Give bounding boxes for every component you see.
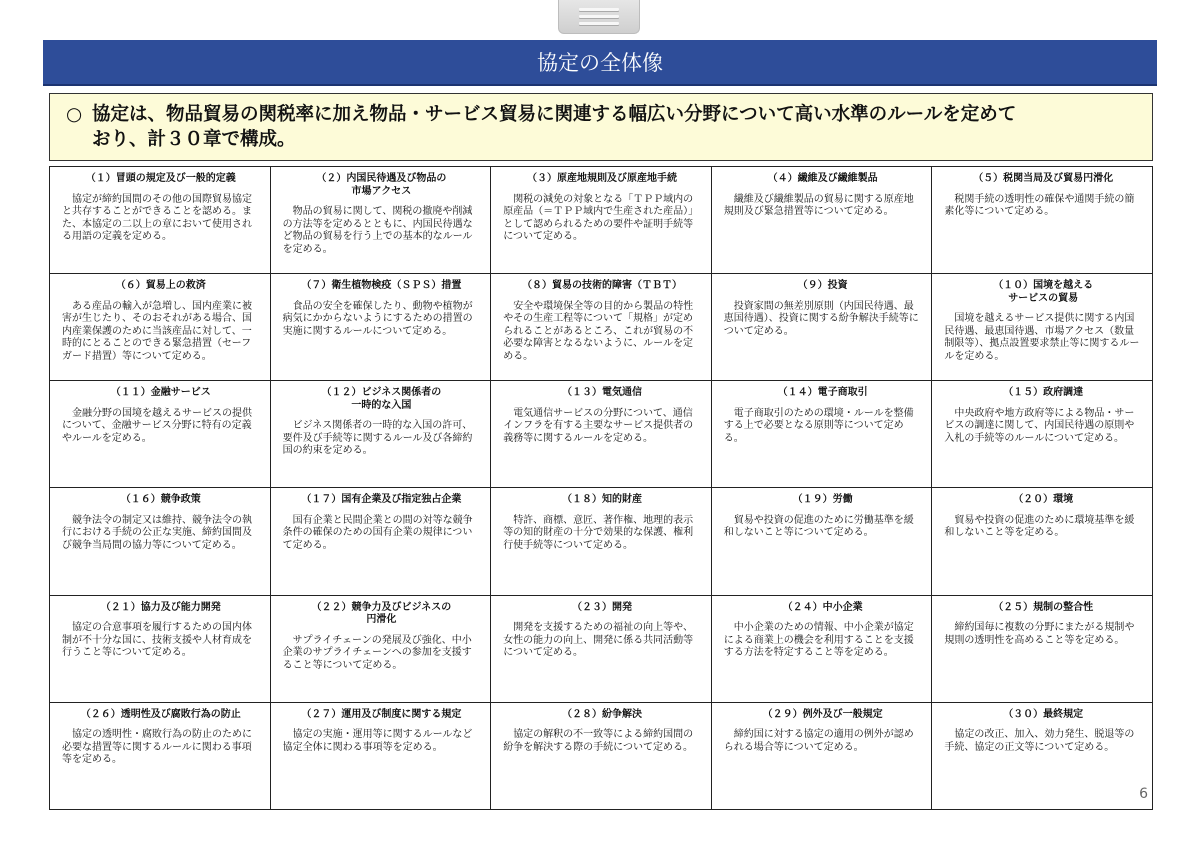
chapter-heading: [62, 709, 260, 722]
chapter-heading-text: （２２）競争力及びビジネスの: [311, 601, 452, 613]
chapter-heading-subtext: 一時的な入国: [351, 399, 412, 411]
chapter-cell: [712, 381, 933, 488]
chapter-heading-text: （１５）政府調達: [1003, 387, 1084, 399]
chapter-heading: [944, 280, 1142, 305]
chapter-heading-subtext: 市場アクセス: [351, 185, 412, 197]
chapter-heading-subtext: サービスの貿易: [1008, 292, 1079, 304]
chapter-heading: [944, 709, 1142, 722]
chapter-cell: [271, 274, 492, 381]
chapter-cell: [712, 596, 933, 703]
chapter-description: 競争法令の制定又は維持、競争法令の執行における手続の公正な実施、締約国間及び競争当局間の協力等について定める。: [62, 514, 252, 551]
chapter-heading: [724, 280, 922, 293]
chapter-heading-text: （１４）電子商取引: [777, 387, 868, 399]
chapter-heading: [944, 173, 1142, 186]
chapter-cell: [932, 167, 1153, 274]
chapter-cell: [50, 167, 271, 274]
chapter-heading-text: （１８）知的財産: [561, 494, 642, 506]
chapter-cell: [932, 596, 1153, 703]
chapter-heading: [724, 602, 922, 615]
chapter-heading: [944, 602, 1142, 615]
chapter-heading: [62, 602, 260, 615]
chapter-cell: [271, 167, 492, 274]
chapter-description: 金融分野の国境を越えるサービスの提供について、金融サービス分野に特有の定義やルールを定める。: [62, 407, 252, 444]
chapter-heading-text: （３）原産地規則及び原産地手続: [526, 173, 677, 184]
chapter-heading-text: （１９）労働: [792, 494, 853, 506]
chapter-heading: [283, 173, 481, 198]
chapter-description: 繊維及び繊維製品の貿易に関する原産地規則及び緊急措置等について定める。: [723, 193, 914, 217]
chapter-cell: [712, 488, 933, 595]
chapter-description: 食品の安全を確保したり、動物や植物が病気にかからないようにするための措置の実施に関するルールについて定める。: [282, 300, 473, 337]
chapter-heading-text: （１３）電気通信: [561, 387, 642, 399]
chapter-heading: [944, 494, 1142, 507]
chapter-heading-text: （４）繊維及び繊維製品: [767, 173, 878, 184]
chapter-description: サプライチェーンの発展及び強化、中小企業のサプライチェーンへの参加を支援すること等について定める。: [282, 634, 472, 671]
chapter-description: ある産品の輸入が急増し、国内産業に被害が生じたり、そのおそれがある場合、国内産業保護のために当該産品に対して、一時的にとることのできる緊急措置（セーフガード措置）等について定める。: [62, 300, 252, 362]
chapter-description: 貿易や投資の促進のために環境基準を緩和しないこと等を定める。: [944, 514, 1135, 539]
chapter-cell: [491, 167, 712, 274]
chapter-heading: [283, 709, 481, 722]
chapter-heading: [503, 709, 701, 722]
chapter-heading-text: （２５）規制の整合性: [993, 601, 1094, 613]
chapter-heading-text: （６）貿易上の救済: [115, 280, 206, 292]
chapter-heading-text: （２３）開発: [571, 601, 632, 613]
chapter-description: 税関手続の透明性の確保や通関手続の簡素化等について定める。: [944, 193, 1135, 217]
chapter-heading-text: （２９）例外及び一般規定: [762, 708, 883, 720]
chapter-description: 物品の貿易に関して、関税の撤廃や削減の方法等を定めるとともに、内国民待遇など物品の貿易を行う上での基本的なルールを定める。: [282, 206, 473, 255]
chapter-description: ビジネス関係者の一時的な入国の許可、要件及び手続等に関するルール及び各締約国の約束を定める。: [282, 420, 473, 457]
chapter-description: 中小企業のための情報、中小企業が協定による商業上の機会を利用することを支援する方法を特定すること等を定める。: [723, 622, 914, 659]
chapter-heading-text: （２）内国民待遇及び物品の: [316, 173, 447, 184]
chapter-cell: [50, 381, 271, 488]
chapter-cell: [491, 488, 712, 595]
chapter-heading-text: （２８）紛争解決: [561, 708, 642, 720]
chapter-cell: [50, 596, 271, 703]
chapter-description: 協定の実施・運用等に関するルールなど協定全体に関わる事項等を定める。: [282, 729, 473, 753]
summary-box: [49, 93, 1153, 161]
chapter-heading: [724, 173, 922, 186]
chapter-heading: [62, 173, 260, 186]
chapter-description: 協定の合意事項を履行するための国内体制が不十分な国に、技術支援や人材育成を行うこと等について定める。: [62, 622, 252, 659]
chapter-heading: [283, 602, 481, 627]
chapter-heading-text: （１７）国有企業及び指定独占企業: [301, 494, 462, 506]
chapter-heading-text: （１２）ビジネス関係者の: [321, 387, 442, 399]
chapter-heading-text: （２１）協力及び能力開発: [100, 601, 221, 613]
chapter-cell: [271, 703, 492, 810]
chapter-heading: [724, 494, 922, 507]
chapter-grid: [49, 166, 1153, 810]
chapter-cell: [712, 274, 933, 381]
chapter-heading: [503, 173, 701, 186]
chapter-heading-text: （１１）金融サービス: [110, 387, 211, 399]
chapter-heading-text: （９）投資: [797, 280, 848, 292]
chapter-heading: [503, 280, 701, 293]
hamburger-icon: [579, 15, 619, 18]
chapter-cell: [491, 703, 712, 810]
chapter-description: 電子商取引のための環境・ルールを整備する上で必要となる原則等について定める。: [723, 407, 914, 444]
chapter-description: 協定の改正、加入、効力発生、脱退等の手続、協定の正文等について定める。: [944, 729, 1135, 753]
chapter-heading: [944, 387, 1142, 400]
chapter-description: 国境を越えるサービス提供に関する内国民待遇、最恵国待遇、市場アクセス（数量制限等）、拠点設置要求禁止等に関するルールを定める。: [944, 313, 1140, 362]
menu-tab-button[interactable]: [558, 0, 640, 34]
summary-line-1: 協定は、物品貿易の関税率に加え物品・サービス貿易に関連する幅広い分野について高い水準のルールを定めて: [92, 104, 1017, 125]
chapter-cell: [932, 488, 1153, 595]
page-number: 6: [1139, 786, 1148, 802]
chapter-description: 特許、商標、意匠、著作権、地理的表示等の知的財産の十分で効果的な保護、権利行使手続等について定める。: [503, 514, 694, 551]
chapter-heading-text: （２７）運用及び制度に関する規定: [301, 708, 462, 720]
chapter-description: 締約国に対する協定の適用の例外が認められる場合等について定める。: [723, 729, 914, 753]
chapter-cell: [932, 381, 1153, 488]
chapter-description: 締約国毎に複数の分野にまたがる規制や規則の透明性を高めること等を定める。: [944, 622, 1135, 646]
chapter-description: 協定の解釈の不一致等による締約国間の紛争を解決する際の手続について定める。: [503, 729, 694, 753]
chapter-cell: [271, 488, 492, 595]
chapter-heading-text: （７）衛生植物検疫（ＳＰＳ）措置: [301, 280, 462, 292]
chapter-cell: [491, 381, 712, 488]
chapter-cell: [50, 703, 271, 810]
chapter-heading: [62, 280, 260, 293]
slide-title: 協定の全体像: [43, 40, 1157, 86]
chapter-heading: [503, 494, 701, 507]
chapter-heading-text: （１）冒頭の規定及び一般的定義: [85, 173, 236, 184]
chapter-description: 投資家間の無差別原則（内国民待遇、最恵国待遇）、投資に関する紛争解決手続等について定める。: [723, 300, 919, 337]
chapter-cell: [932, 274, 1153, 381]
chapter-description: 中央政府や地方政府等による物品・サービスの調達に関して、内国民待遇の原則や入札の手続等のルールについて定める。: [944, 407, 1135, 444]
chapter-heading: [283, 494, 481, 507]
chapter-heading-subtext: 円滑化: [366, 614, 397, 626]
chapter-heading: [283, 387, 481, 412]
chapter-cell: [271, 596, 492, 703]
chapter-heading-text: （３０）最終規定: [1003, 708, 1084, 720]
chapter-description: 電気通信サービスの分野について、通信インフラを有する主要なサービス提供者の義務等に関するルールを定める。: [503, 407, 694, 444]
chapter-heading: [724, 709, 922, 722]
chapter-cell: [271, 381, 492, 488]
hamburger-icon: [579, 22, 619, 25]
chapter-heading-text: （８）貿易の技術的障害（ＴＢＴ）: [521, 280, 682, 292]
chapter-cell: [712, 167, 933, 274]
summary-line-2: おり、計３０章で構成。: [92, 129, 296, 150]
chapter-heading: [62, 494, 260, 507]
chapter-description: 協定の透明性・腐敗行為の防止のために必要な措置等に関するルールに関わる事項等を定める。: [62, 729, 252, 766]
chapter-heading: [503, 602, 701, 615]
hamburger-icon: [579, 8, 619, 11]
chapter-heading-text: （２０）環境: [1013, 494, 1074, 506]
chapter-cell: [491, 274, 712, 381]
chapter-cell: [712, 703, 933, 810]
chapter-heading-text: （５）税関当局及び貿易円滑化: [973, 173, 1114, 184]
chapter-heading-text: （２６）透明性及び腐敗行為の防止: [80, 708, 241, 720]
chapter-heading-text: （１６）競争政策: [120, 494, 201, 506]
chapter-description: 安全や環境保全等の目的から製品の特性やその生産工程等について「規格」が定められることがあるところ、これが貿易の不必要な障害となるないように、ルールを定める。: [503, 300, 694, 362]
chapter-description: 関税の減免の対象となる「ＴＰＰ域内の原産品（＝ＴＰＰ域内で生産された産品）」として認められるための要件や証明手続等について定める。: [503, 193, 699, 242]
chapter-heading: [724, 387, 922, 400]
chapter-heading-text: （１０）国境を越える: [993, 280, 1094, 292]
chapter-description: 貿易や投資の促進のために労働基準を緩和しないこと等について定める。: [723, 514, 914, 539]
chapter-cell: [50, 274, 271, 381]
chapter-heading: [62, 387, 260, 400]
chapter-cell: [50, 488, 271, 595]
circle-bullet-icon: ○: [66, 104, 83, 125]
chapter-description: 開発を支援するための福祉の向上等や、女性の能力の向上、開発に係る共同活動等について定める。: [503, 622, 694, 659]
chapter-heading: [283, 280, 481, 293]
chapter-description: 協定が締約国間のその他の国際貿易協定と共存することができることを認める。また、本協定の二以上の章において使用される用語の定義を定める。: [62, 193, 252, 242]
chapter-description: 国有企業と民間企業との間の対等な競争条件の確保のための国有企業の規律について定める。: [282, 514, 473, 551]
chapter-heading-text: （２４）中小企業: [782, 601, 863, 613]
chapter-cell: [491, 596, 712, 703]
chapter-cell: [932, 703, 1153, 810]
chapter-heading: [503, 387, 701, 400]
